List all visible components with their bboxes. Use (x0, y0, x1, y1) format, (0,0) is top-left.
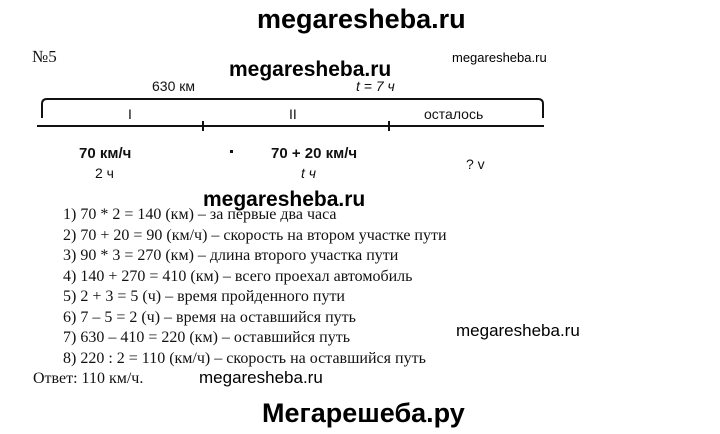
problem-number: №5 (32, 47, 57, 66)
dot-mark (230, 150, 233, 153)
step-line: 1) 70 * 2 = 140 (км) – за первые два часа (63, 206, 337, 223)
watermark-mid: megaresheba.ru (203, 188, 366, 211)
step-line: 5) 2 + 3 = 5 (ч) – время пройденного пути (63, 288, 345, 305)
time-2-label: t ч (301, 165, 317, 181)
total-time-label: t = 7 ч (356, 78, 395, 94)
step-line: 4) 140 + 270 = 410 (км) – всего проехал автомобиль (63, 267, 413, 285)
speed-3-label: ? v (466, 156, 485, 172)
step-line: 6) 7 – 5 = 2 (ч) – время на оставшийся путь (63, 308, 356, 326)
time-1-label: 2 ч (95, 165, 114, 181)
solution-steps (63, 205, 447, 369)
segment-1-label: I (128, 106, 132, 122)
speed-2-label: 70 + 20 км/ч (271, 145, 358, 162)
segment-2-label: II (289, 106, 297, 122)
step-line: 3) 90 * 3 = 270 (км) – длина второго участка пути (63, 247, 399, 264)
watermark-bottom: megaresheba.ru (199, 368, 323, 387)
segment-3-label: осталось (424, 106, 484, 122)
step-line: 8) 220 : 2 = 110 (км/ч) – скорость на оставшийся путь (63, 349, 426, 367)
step-line: 7) 630 – 410 = 220 (км) – оставшийся путь (63, 329, 351, 346)
answer-text: Ответ: 110 км/ч. (33, 370, 144, 387)
speed-1-label: 70 км/ч (79, 145, 132, 162)
watermark-small-top-right: megaresheba.ru (452, 50, 547, 65)
watermark-diagram: megaresheba.ru (229, 58, 392, 81)
step-line: 2) 70 + 20 = 90 (км/ч) – скорость на втором участке пути (63, 226, 447, 244)
total-distance-label: 630 км (152, 78, 195, 94)
footer-brand: Мегарешеба.ру (262, 398, 465, 428)
watermark-top: megaresheba.ru (257, 4, 466, 34)
watermark-right: megaresheba.ru (456, 321, 580, 340)
